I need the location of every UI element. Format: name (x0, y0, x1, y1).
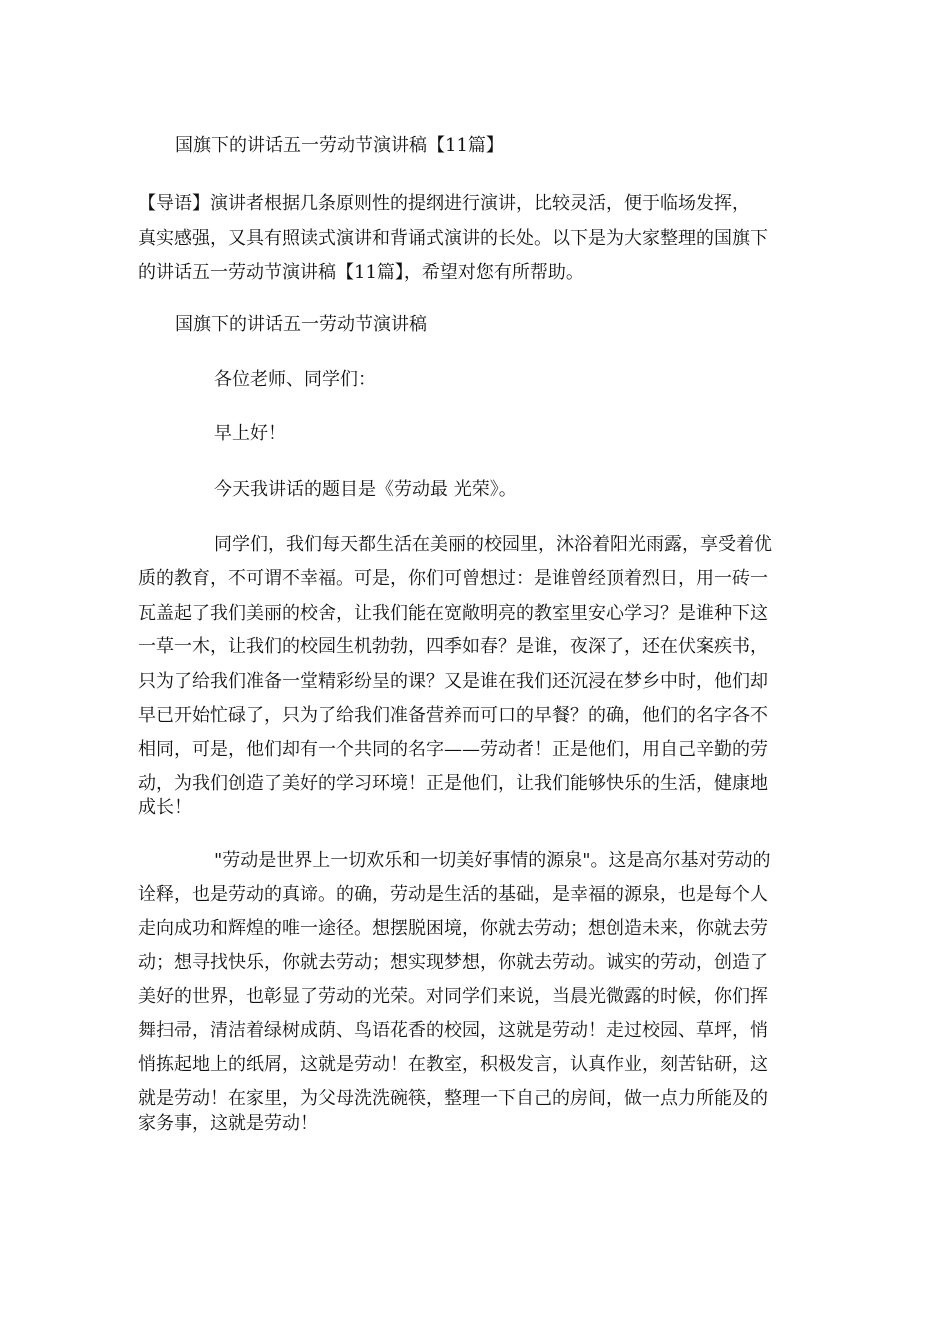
paragraph-line: 动；想寻找快乐，你就去劳动；想实现梦想，你就去劳动。诚实的劳动，创造了 (138, 952, 768, 973)
paragraph-line: 一草一木，让我们的校园生机勃勃，四季如春？是谁，夜深了，还在伏案疾书， (138, 636, 768, 657)
paragraph-line: 瓦盖起了我们美丽的校舍，让我们能在宽敞明亮的教室里安心学习？是谁种下这 (138, 603, 768, 624)
paragraph-line: 美好的世界，也彰显了劳动的光荣。对同学们来说，当晨光微露的时候，你们挥 (138, 986, 768, 1007)
speech-subtitle: 国旗下的讲话五一劳动节演讲稿 (175, 314, 427, 335)
paragraph-line: 同学们，我们每天都生活在美丽的校园里，沐浴着阳光雨露，享受着优 (214, 534, 772, 555)
paragraph-line: 相同，可是，他们却有一个共同的名字——劳动者！正是他们，用自己辛勤的劳 (138, 739, 768, 760)
paragraph-line: 只为了给我们准备一堂精彩纷呈的课？又是谁在我们还沉浸在梦乡中时，他们却 (138, 671, 768, 692)
paragraph-line: 舞扫帚，清洁着绿树成荫、鸟语花香的校园，这就是劳动！走过校园、草坪，悄 (138, 1020, 768, 1041)
paragraph-line: 质的教育，不可谓不幸福。可是，你们可曾想过：是谁曾经顶着烈日，用一砖一 (138, 568, 768, 589)
paragraph-line: 诠释，也是劳动的真谛。的确，劳动是生活的基础，是幸福的源泉，也是每个人 (138, 884, 768, 905)
intro-line: 真实感强，又具有照读式演讲和背诵式演讲的长处。以下是为大家整理的国旗下 (138, 228, 768, 249)
paragraph-line: 动，为我们创造了美好的学习环境！正是他们，让我们能够快乐的生活，健康地 (138, 773, 768, 794)
greeting: 早上好！ (214, 423, 286, 444)
intro-line: 的讲话五一劳动节演讲稿【11篇】，希望对您有所帮助。 (138, 262, 584, 283)
paragraph-line: 早已开始忙碌了，只为了给我们准备营养而可口的早餐？的确，他们的名字各不 (138, 705, 768, 726)
document-title: 国旗下的讲话五一劳动节演讲稿【11篇】 (175, 135, 504, 156)
paragraph-line: 走向成功和辉煌的唯一途径。想摆脱困境，你就去劳动；想创造未来，你就去劳 (138, 918, 768, 939)
paragraph-line: "劳动是世界上一切欢乐和一切美好事情的源泉"。这是高尔基对劳动的 (214, 850, 771, 871)
paragraph-line: 家务事，这就是劳动！ (138, 1113, 318, 1134)
paragraph-line: 就是劳动！在家里，为父母洗洗碗筷，整理一下自己的房间，做一点力所能及的 (138, 1088, 768, 1109)
paragraph-line: 悄拣起地上的纸屑，这就是劳动！在教室，积极发言，认真作业，刻苦钻研，这 (138, 1054, 768, 1075)
salutation: 各位老师、同学们： (214, 369, 376, 390)
paragraph-line: 成长！ (138, 797, 192, 818)
speech-topic: 今天我讲话的题目是《劳动最 光荣》。 (214, 479, 517, 500)
intro-line: 【导语】演讲者根据几条原则性的提纲进行演讲，比较灵活，便于临场发挥， (138, 193, 750, 214)
